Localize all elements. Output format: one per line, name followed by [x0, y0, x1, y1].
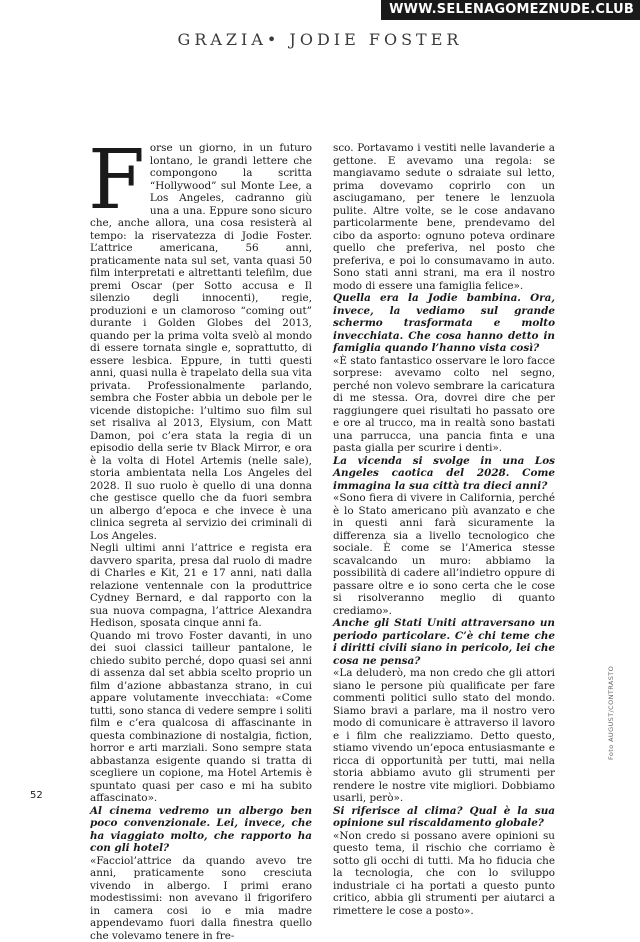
interview-answer: «Facciol’attrice da quando avevo tre anni, praticamente sono cresciuta vivendo in albergo. I primi erano modestissimi: non avevano il frigorifero in camera cosi io e mia madre appendevamo fuori dalla finestra quello che volevamo tenere in fre- [90, 855, 312, 942]
intro-paragraph: orse un giorno, in un futuro lontano, le grandi lettere che compongono la scritta “Hollywood” sul Monte Lee, a Los Angeles, cadranno giù una a una. Eppure sono sicuro che, anche allora, una cosa resisterà al tempo: la riservatezza di Jodie Foster. L’attrice americana, 56 anni, praticamente nata sul set, vanta quasi 50 film interpretati e altrettanti telefilm, due premi Oscar (per Sotto accusa e Il silenzio degli innocenti), regie, produzioni e un clamoroso “coming out” durante i Golden Globes del 2013, quando per la prima volta svelò al mondo di essere tornata single e, soprattutto, di essere lesbica. Eppure, in tutti questi anni, quasi nulla è trapelato della sua vita privata. Professionalmente parlando, sembra che Foster abbia un debole per le vicende distopiche: l’ultimo suo film sul set risaliva al 2013, Elysium, con Matt Damon, poi c’era stata la regia di un episodio della serie tv Black Mirror, e ora è la volta di Hotel Artemis (nelle sale), storia ambientata nella Los Angeles del 2028. Il suo ruolo è quello di una donna che gestisce quello che da fuori sembra un albergo d’epoca e che invece è una clinica segreta al servizio dei criminali di Los Angeles. [90, 142, 312, 542]
watermark: WWW.SELENAGOMEZNUDE.CLUB [381, 0, 640, 20]
article-column-right [333, 142, 555, 917]
body-paragraph: Negli ultimi anni l’attrice e regista era davvero sparita, presa dal ruolo di madre di Charles e Kit, 21 e 17 anni, nati dalla relazione ventennale con la produttrice Cydney Bernard, e dal rapporto con la sua nuova compagna, l’attrice Alexandra Hedison, sposata cinque anni fa. [90, 542, 312, 630]
interview-answer: sco. Portavamo i vestiti nelle lavanderie a gettone. E avevamo una regola: se mangiavamo sedute o sdraiate sul letto, prima dovevamo coprirlo con un asciugamano, per tenere le lenzuola pulite. Altre volte, se le cose andavano particolarmente bene, prendevamo del cibo da asporto: ognuno poteva ordinare quello che preferiva, nel posto che preferiva, e poi lo consumavamo in auto. Sono stati anni strani, ma era il nostro modo di essere una famiglia felice». [333, 142, 555, 292]
page-number: 52 [30, 790, 43, 801]
interview-question: Quella era la Jodie bambina. Ora, invece, la vediamo sul grande schermo trasformata e molto invecchiata. Che cosa hanno detto in famiglia quando l’hanno vista così? [333, 292, 555, 355]
section-header: GRAZIA• JODIE FOSTER [0, 30, 640, 49]
article-column-left [90, 142, 312, 942]
interview-answer: «È stato fantastico osservare le loro facce sorprese: avevamo colto nel segno, perché non volevo sembrare la caricatura di me stessa. Ora, dovrei dire che per raggiungere quei risultati ho passato ore e ore al trucco, ma in realtà sono bastati una parrucca, una pancia finta e una pasta gialla per scurire i denti». [333, 355, 555, 455]
interview-question: Si riferisce al clima? Qual è la sua opinione sul riscaldamento globale? [333, 805, 555, 830]
interview-answer: «La deluderò, ma non credo che gli attori siano le persone più qualificate per fare commenti politici sullo stato del mondo. Siamo bravi a parlare, ma il nostro vero modo di comunicare è attraverso il lavoro e i film che realizziamo. Detto questo, stiamo vivendo un’epoca entusiasmante e ricca di opportunità per tutti, mai nella storia abbiamo avuto gli strumenti per rendere le nostre vite migliori. Dobbiamo usarli, però». [333, 667, 555, 805]
interview-question: Anche gli Stati Uniti attraversano un periodo particolare. C’è chi teme che i diritti civili siano in pericolo, lei che cosa ne pensa? [333, 617, 555, 667]
drop-cap: F [88, 142, 145, 216]
interview-question: Al cinema vedremo un albergo ben poco convenzionale. Lei, invece, che ha viaggiato molto, che rapporto ha con gli hotel? [90, 805, 312, 855]
interview-answer: «Non credo si possano avere opinioni su questo tema, il rischio che corriamo è sotto gli occhi di tutti. Ma ho fiducia che la tecnologia, che con lo sviluppo industriale ci ha portati a questo punto critico, abbia gli strumenti per aiutarci a rimettere le cose a posto». [333, 830, 555, 918]
body-paragraph: Quando mi trovo Foster davanti, in uno dei suoi classici tailleur pantalone, le chiedo subito perché, dopo quasi sei anni di assenza dal set abbia scelto proprio un film d’azione abbastanza strano, in cui appare volutamente invecchiata: «Come tutti, sono stanca di vedere sempre i soliti film e c’era qualcosa di affascinante in questa combinazione di nostalgia, fiction, horror e arti marziali. Sono sempre stata abbastanza esigente quando si tratta di scegliere un copione, ma Hotel Artemis è spuntato quasi per caso e mi ha subito affascinato». [90, 630, 312, 805]
interview-question: La vicenda si svolge in una Los Angeles caotica del 2028. Come immagina la sua città tra dieci anni? [333, 455, 555, 493]
interview-answer: «Sono fiera di vivere in California, perché è lo Stato americano più avanzato e che in questi anni farà sicuramente la differenza sia a livello tecnologico che sociale. È come se l’America stesse scavalcando un muro: abbiamo la possibilità di cadere all’indietro oppure di passare oltre e io sono certa che le cose si risolveranno meglio di quanto crediamo». [333, 492, 555, 617]
photo-credit: Foto AUGUST/CONTRASTO [607, 666, 615, 760]
